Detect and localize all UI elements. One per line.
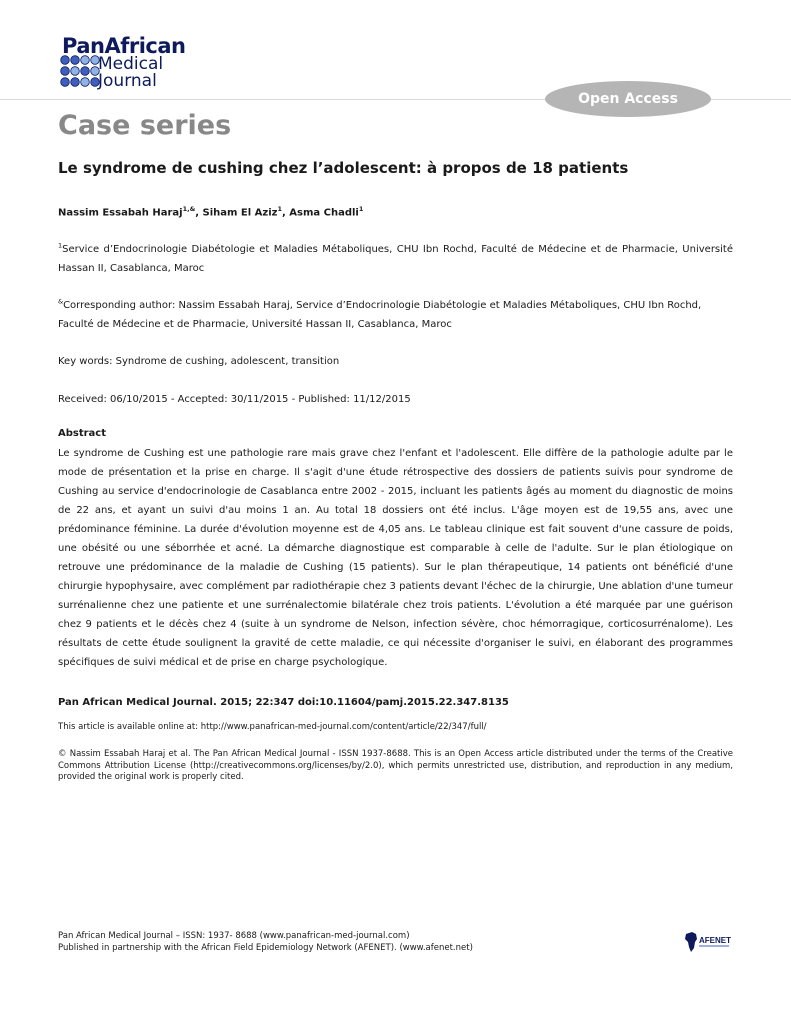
abstract-heading: Abstract [58, 428, 107, 439]
affiliation [58, 240, 733, 278]
corresponding-sup: & [58, 297, 64, 306]
logo-text-journal: Journal [98, 71, 157, 91]
logo-dots-icon [60, 54, 100, 90]
footer-issn: Pan African Medical Journal – ISSN: 1937- 8688 (www.panafrican-med-journal.com) [58, 931, 410, 941]
author-name: Nassim Essabah Haraj [58, 207, 183, 219]
author-sup: 1,& [182, 205, 196, 213]
corresponding-author [58, 296, 733, 334]
citation: Pan African Medical Journal. 2015; 22:347 doi:10.11604/pamj.2015.22.347.8135 [58, 697, 509, 708]
page-footer [58, 930, 473, 954]
article-title: Le syndrome de cushing chez l’adolescent: à propos de 18 patients [58, 159, 629, 177]
open-access-badge: Open Access [545, 81, 711, 117]
afenet-logo-text: AFENET [699, 936, 731, 945]
license-text: © Nassim Essabah Haraj et al. The Pan African Medical Journal - ISSN 1937-8688. This is an Open Access article distributed under the terms of the Creative Commons Attribution License (http://creativecommons.org/licenses/by/2.0), which permits unrestricted use, distribution, and reproduction in any medium, provided the original work is properly cited. [58, 749, 733, 782]
africa-map-icon [685, 932, 697, 952]
journal-logo [60, 34, 220, 96]
logo-dot [71, 67, 80, 76]
logo-dot [61, 78, 70, 87]
section-heading: Case series [58, 110, 232, 141]
corresponding-text: Corresponding author: Nassim Essabah Haraj, Service d’Endocrinologie Diabétologie et Maladies Métaboliques, CHU Ibn Rochd, Faculté de Médecine et de Pharmacie, Université Hassan II, Casablanca, Maroc [58, 300, 702, 330]
affiliation-text: Service d’Endocrinologie Diabétologie et Maladies Métaboliques, CHU Ibn Rochd, Faculté de Médecine et de Pharmacie, Université Hassan II, Casablanca, Maroc [58, 244, 733, 274]
keywords: Key words: Syndrome de cushing, adolescent, transition [58, 356, 340, 367]
publication-dates: Received: 06/10/2015 - Accepted: 30/11/2015 - Published: 11/12/2015 [58, 394, 411, 405]
logo-dot [81, 67, 90, 76]
logo-text-medical: Medical [98, 54, 164, 74]
author-name: Asma Chadli [289, 207, 359, 219]
online-availability: This article is available online at: http://www.panafrican-med-journal.com/content/article/22/347/full/ [58, 722, 487, 732]
footer-partnership: Published in partnership with the African Field Epidemiology Network (AFENET). (www.afenet.net) [58, 943, 473, 953]
author-sup: 1 [277, 205, 283, 213]
logo-dot [81, 78, 90, 87]
affiliation-sup: 1 [58, 241, 63, 250]
logo-text-panafrican: PanAfrican [62, 34, 186, 58]
abstract-text: Le syndrome de Cushing est une pathologie rare mais grave chez l'enfant et l'adolescent. Elle diffère de la pathologie adulte par le mode de présentation et la prise en charge. Il s'agit d'une étude rétrospective des dossiers de patients suivis pour syndrome de Cushing au service d'endocrinologie de Casablanca entre 2002 - 2015, incluant les patients âgés au moment du diagnostic de moins de 22 ans, et ayant un suivi d'au moins 1 an. Au total 18 dossiers ont été inclus. L'âge moyen est de 19,55 ans, avec une prédominance féminine. La durée d'évolution moyenne est de 4,05 ans. Le tableau clinique est fait souvent d'une cassure de poids, une obésité ou une séborrhée et acné. La démarche diagnostique est comparable à celle de l'adulte. Sur le plan étiologique on retrouve une prédominance de la maladie de Cushing (15 patients). Sur le plan thérapeutique, 14 patients ont bénéficié d'une chirurgie hypophysaire, avec complément par radiothérapie chez 3 patients devant l'échec de la chirurgie, Une ablation d'une tumeur surrénalienne chez une patiente et une surrénalectomie bilatérale chez trois patients. L'évolution a été marquée par une guérison chez 9 patients et le décès chez 4 (suite à un syndrome de Nelson, infection sévère, choc hémorragique, corticosurrénalome). Les résultats de cette étude soulignent la gravité de cette maladie, ce qui nécessite d'organiser le suivi, en élaborant des programmes spécifiques de suivi médical et de prise en charge psychologique. [58, 448, 733, 668]
afenet-logo [683, 930, 731, 956]
logo-dot [61, 67, 70, 76]
author-sup: 1 [358, 205, 364, 213]
author-list: Nassim Essabah Haraj$^{1,\&}$, Siham El Aziz$^1$, Asma Chadli$^1$ [58, 205, 364, 219]
author-name: Siham El Aziz [202, 207, 278, 219]
logo-dot [71, 78, 80, 87]
